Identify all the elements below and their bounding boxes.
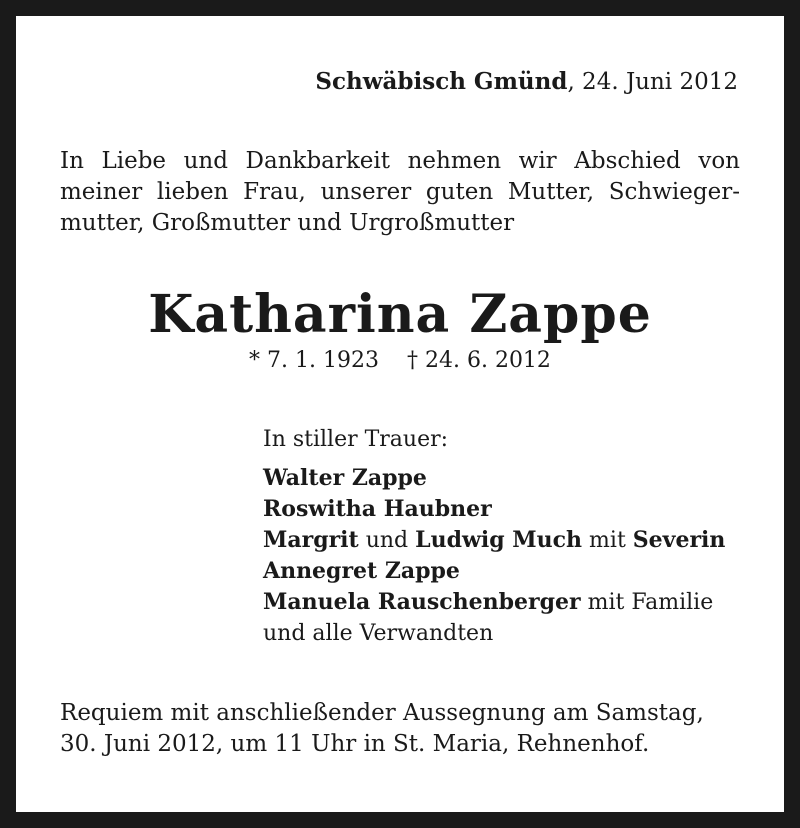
mourner-row bbox=[263, 525, 725, 556]
relatives-line: und alle Verwandten bbox=[263, 621, 494, 646]
requiem-notice bbox=[60, 698, 740, 760]
death-date: † 24. 6. 2012 bbox=[406, 348, 551, 373]
birth-date: * 7. 1. 1923 bbox=[249, 348, 379, 373]
place-date-line bbox=[315, 68, 738, 95]
notice-date: , 24. Juni 2012 bbox=[567, 69, 738, 95]
intro-line-2: meiner lieben Frau, unserer guten Mutter, Schwieger- bbox=[60, 179, 740, 205]
connector-text: mit bbox=[582, 528, 633, 553]
requiem-line-2: 30. Juni 2012, um 11 Uhr in St. Maria, Rehnenhof. bbox=[60, 731, 650, 757]
mourner-name: Roswitha Haubner bbox=[263, 496, 492, 522]
mourner-name: Severin bbox=[632, 527, 726, 553]
mourners-heading: In stiller Trauer: bbox=[263, 427, 449, 452]
mourner-name: Annegret Zappe bbox=[263, 558, 460, 584]
mourner-row bbox=[263, 494, 725, 525]
mourner-name: Walter Zappe bbox=[263, 465, 427, 491]
connector-text: und bbox=[358, 528, 416, 553]
mourner-row bbox=[263, 587, 725, 618]
mourner-name: Margrit bbox=[263, 527, 359, 553]
deceased-name: Katharina Zappe bbox=[148, 284, 652, 345]
place-name: Schwäbisch Gmünd bbox=[315, 68, 568, 95]
mourners-list bbox=[263, 424, 725, 649]
connector-text: mit Familie bbox=[580, 590, 714, 615]
intro-text bbox=[60, 146, 740, 239]
requiem-line-1: Requiem mit anschließender Aussegnung am Samstag, bbox=[60, 700, 704, 726]
mourner-row bbox=[263, 463, 725, 494]
intro-line-1: In Liebe und Dankbarkeit nehmen wir Abschied von bbox=[60, 148, 740, 174]
mourner-row bbox=[263, 556, 725, 587]
life-dates bbox=[0, 348, 800, 373]
intro-line-3: mutter, Großmutter und Urgroßmutter bbox=[60, 210, 515, 236]
mourner-name: Manuela Rauschenberger bbox=[263, 589, 581, 615]
mourner-name: Ludwig Much bbox=[415, 527, 583, 553]
